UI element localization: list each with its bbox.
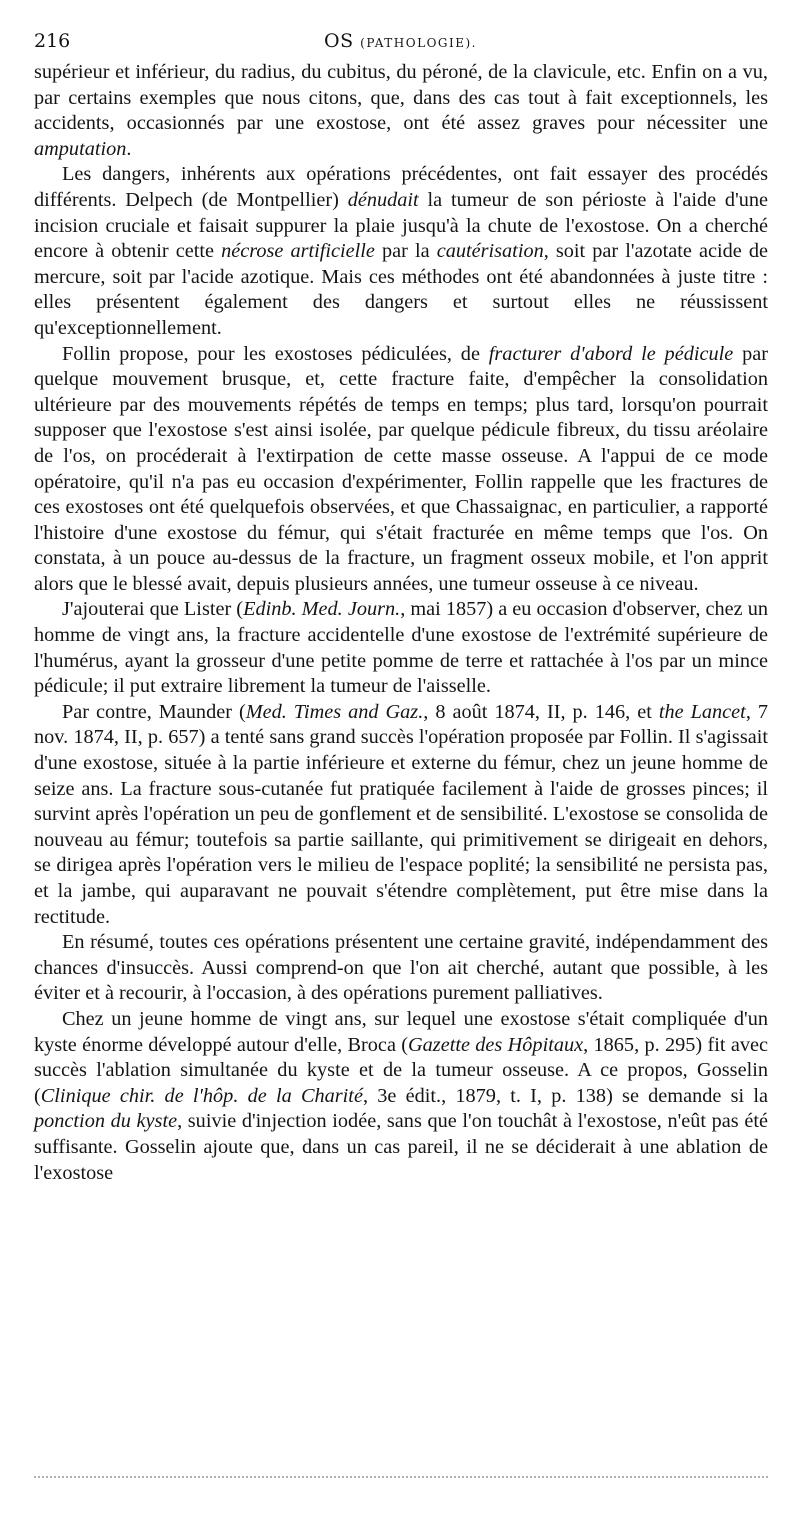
paragraph: [34, 342, 768, 598]
italic-text: fracturer d'abord le pédicule: [488, 342, 734, 365]
page-number: 216: [34, 30, 71, 52]
running-header: [34, 30, 768, 60]
italic-text: ponction du kyste: [34, 1110, 178, 1133]
paragraph: [34, 60, 768, 162]
italic-text: nécrose artificielle: [221, 240, 375, 263]
text-run: , 8 août 1874, II, p. 146, et: [423, 700, 659, 723]
text-run: par quelque mouvement brusque, et, cette fracture faite, d'empêcher la consolidation ultérieure par des mouvements répétés de temps en temps; plus tard, lorsqu'on pourrait supposer que l'exostose s'est ainsi isolée, par quelque pédicule fibreux, du tissu aréolaire de l'os, on procéderait à l'extirpation de cette masse osseuse. A l'appui de ce mode opératoire, qu'il n'a pas eu occasion d'expérimenter, Follin rappelle que les fractures de ces exostoses ont été quelquefois observées, et que Chassaignac, en particulier, a rapporté l'histoire d'une exostose du fémur, qui s'était fracturée en même temps que l'os. On constata, à un pouce au-dessus de la fracture, un fragment osseux mobile, et l'on apprit alors que le blessé avait, depuis plusieurs années, une tumeur osseuse à ce niveau.: [34, 342, 768, 595]
text-run: la tumeur de son périoste à l'aide d'une incision cruciale et faisait suppurer la plaie jusqu'à la chute de l'exostose. On a cherché encore à obtenir cette: [34, 188, 769, 263]
italic-text: Clinique chir. de l'hôp. de la Charité: [40, 1084, 363, 1107]
running-title: [324, 30, 477, 52]
running-title-main: OS: [324, 30, 354, 52]
text-run: , 3e édit., 1879, t. I, p. 138) se demande si la: [362, 1084, 768, 1107]
paragraph: [34, 930, 768, 1007]
text-run: Les dangers, inhérents aux opérations précédentes, ont fait essayer des procédés différents. Delpech (de Montpellier): [34, 163, 768, 211]
text-run: Chez un jeune homme de vingt ans, sur lequel une exostose s'était compliquée d'un kyste énorme développé autour d'elle, Broca (: [34, 1007, 768, 1056]
book-page: [34, 30, 768, 1186]
italic-text: cautérisation: [436, 240, 544, 263]
text-run: , 1865, p. 295) fit avec succès l'ablation simultanée du kyste et de la tumeur osseuse. A ce propos, Gosselin (: [34, 1033, 768, 1107]
paragraph: [34, 700, 768, 930]
text-run: , suivie d'injection iodée, sans que l'on touchât à l'exostose, n'eût pas été suffisante. Gosselin ajoute que, dans un cas pareil, il ne se déciderait à une ablation de l'exostose: [34, 1110, 768, 1184]
running-title-sub: (PATHOLOGIE).: [360, 36, 477, 50]
italic-text: Med. Times and Gaz.: [245, 700, 424, 723]
italic-text: amputation: [34, 137, 127, 160]
text-run: supérieur et inférieur, du radius, du cubitus, du péroné, de la clavicule, etc. Enfin on a vu, par certains exemples que nous citons, que, dans des cas tout à fait exceptionnels, les accidents, occasionnés par une exostose, ont été assez graves pour nécessiter une: [34, 61, 768, 135]
text-run: .: [126, 137, 132, 160]
text-run: , soit par l'azotate acide de mercure, soit par l'acide azotique. Mais ces méthodes ont été abandonnées à juste titre : elles présentent également des dangers et surtout elles ne réussissent qu'exceptionnellement.: [34, 240, 768, 339]
text-run: Follin propose, pour les exostoses pédiculées, de: [62, 342, 489, 365]
paragraph: [34, 597, 768, 699]
text-run: , 7 nov. 1874, II, p. 657) a tenté sans grand succès l'opération proposée par Follin. Il s'agissait d'une exostose, située à la partie inférieure et externe du fémur, chez un jeune homme de seize ans. La fracture sous-cutanée fut pratiquée facilement à l'aide de grosses pinces; il survint après l'opération un peu de gonflement et de sensibilité. L'exostose se consolida de nouveau au fémur; toutefois sa partie saillante, qui primitivement se dirigeait en dehors, se dirigea après l'opération vers le milieu de l'espace poplité; la sensibilité ne persista pas, et la jambe, qui auparavant ne pouvait s'étendre complètement, put être mise dans la rectitude.: [34, 700, 769, 928]
text-run: , mai 1857) a eu occasion d'observer, chez un homme de vingt ans, la fracture accidentelle d'une exostose de l'extrémité supérieure de l'humérus, ayant la grosseur d'une petite pomme de terre et rattachée à l'os par un mince pédicule; il put extraire librement la tumeur de l'aisselle.: [34, 598, 768, 698]
italic-text: dénudait: [347, 188, 419, 211]
italic-text: Gazette des Hôpitaux: [408, 1033, 584, 1056]
paragraph: [34, 1007, 768, 1186]
body-text: [34, 60, 768, 1186]
italic-text: Edinb. Med. Journ.: [243, 598, 401, 621]
bottom-rule: [34, 1476, 768, 1488]
text-run: Par contre, Maunder (: [62, 700, 246, 723]
paragraph: [34, 162, 768, 341]
italic-text: the Lancet: [658, 700, 746, 723]
text-run: J'ajouterai que Lister (: [62, 598, 244, 621]
text-run: par la: [374, 240, 437, 263]
text-run: En résumé, toutes ces opérations présentent une certaine gravité, indépendamment des chances d'insuccès. Aussi comprend-on que l'on ait cherché, autant que possible, à les éviter et à recourir, à l'occasion, à des opérations purement palliatives.: [34, 931, 768, 1005]
